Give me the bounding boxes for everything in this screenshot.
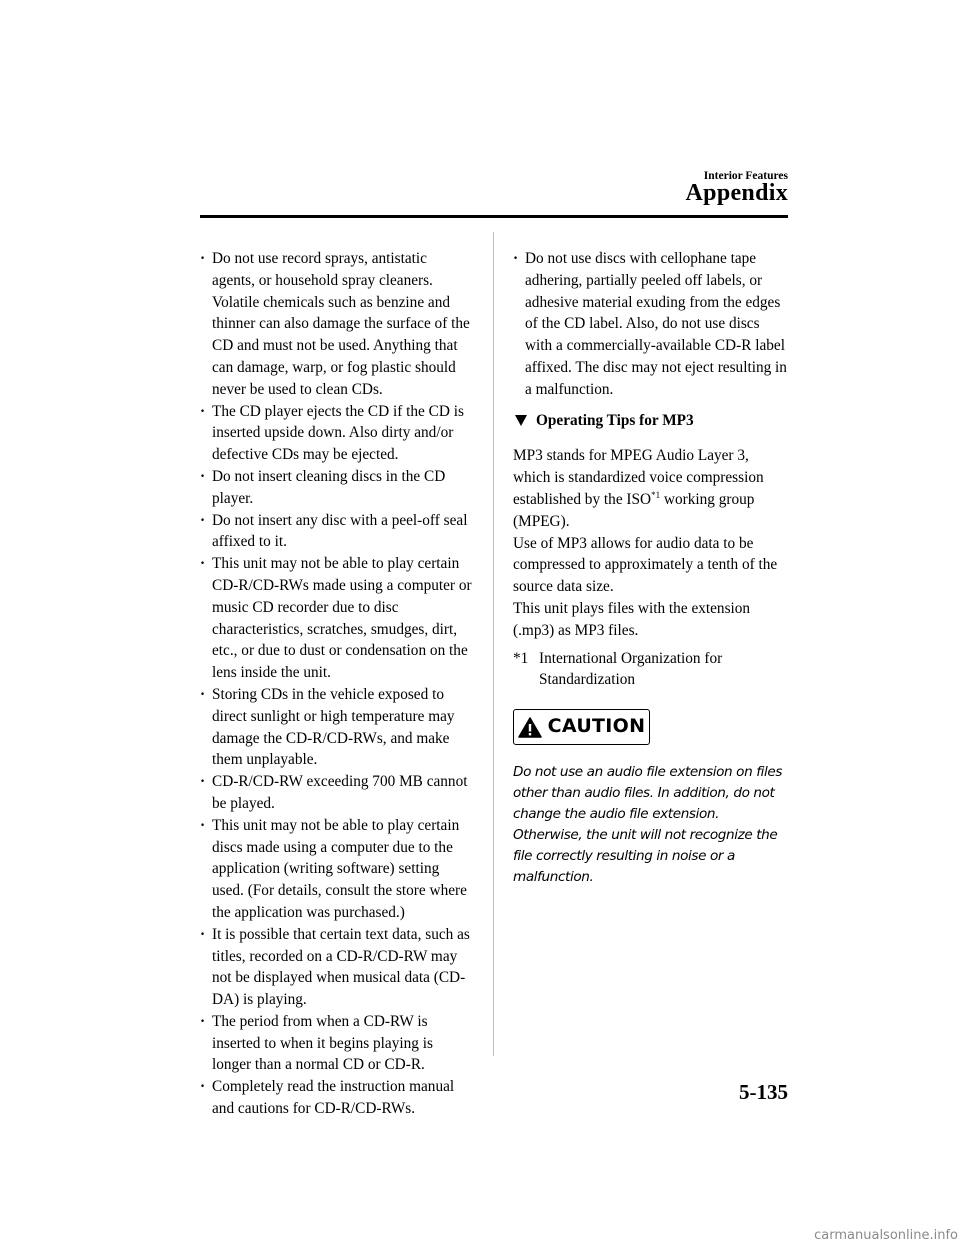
warning-icon [518,717,542,738]
list-item: · Storing CDs in the vehicle exposed to direct sunlight or high temperature may damage the CD-R/CD-RWs, and make them unplayable. [200,684,472,771]
triangle-down-icon [515,415,527,426]
list-item: · This unit may not be able to play certain CD-R/CD-RWs made using a computer or music CD recorder due to disc characteristics, scratches, smudges, dirt, etc., or due to dust or condensation on the lens inside the unit. [200,553,472,684]
right-bullet-list [513,248,788,401]
caution-label: CAUTION [547,715,646,738]
mp3-compression-paragraph: Use of MP3 allows for audio data to be compressed to approximately a tenth of the source data size. [513,534,778,596]
column-divider [493,232,494,1056]
footnote-text: International Organization for Standardization [539,649,723,689]
mp3-definition-paragraph [513,445,788,532]
mp3-extension-paragraph: This unit plays files with the extension (.mp3) as MP3 files. [513,599,751,639]
footnote-reference: *1 [651,489,661,500]
left-bullet-list [200,248,472,1120]
mp3-subheading [513,410,788,432]
list-item: · The period from when a CD-RW is inserted to when it begins playing is longer than a normal CD or CD-R. [200,1011,472,1076]
list-item: · The CD player ejects the CD if the CD is inserted upside down. Also dirty and/or defective CDs may be ejected. [200,401,472,466]
para1-text: MP3 stands for MPEG Audio Layer 3, which is standardized voice compression established by the ISO [513,447,764,508]
list-item: · It is possible that certain text data, such as titles, recorded on a CD-R/CD-RW may not be displayed when musical data (CD-DA) is playing. [200,924,472,1011]
page-number: 5-135 [739,1080,788,1104]
watermark: carmanualsonline.info [814,1228,958,1243]
caution-box [513,709,650,745]
right-column [513,248,788,888]
list-item: · Completely read the instruction manual and cautions for CD-R/CD-RWs. [200,1076,472,1120]
para1-text-end: working group (MPEG). [513,490,755,530]
list-item: · Do not use record sprays, antistatic agents, or household spray cleaners. Volatile chemicals such as benzine and thinner can also damage the surface of the CD and must not be used. Anything that can damage, warp, or fog plastic should never be used to clean CDs. [200,248,472,401]
footnote-mark: *1 [513,649,529,667]
list-item: · Do not insert cleaning discs in the CD player. [200,466,472,510]
page-title: Appendix [685,180,788,206]
footnote [513,648,788,692]
left-column [200,248,472,1120]
list-item: · Do not use discs with cellophane tape adhering, partially peeled off labels, or adhesive material exuding from the edges of the CD label. Also, do not use discs with a commercially-available CD-R label affixed. The disc may not eject resulting in a malfunction. [513,248,788,401]
subheading-text: Operating Tips for MP3 [536,411,694,429]
list-item: · Do not insert any disc with a peel-off seal affixed to it. [200,510,472,554]
header-section-label: Interior Features [703,170,788,182]
caution-text: Do not use an audio file extension on files other than audio files. In addition, do not change the audio file extension. Otherwise, the unit will not recognize the file correctly resulting in noise or a malfunction. [513,764,783,886]
header-rule [200,215,788,218]
list-item: · This unit may not be able to play certain discs made using a computer due to the application (writing software) setting used. (For details, consult the store where the application was purchased.) [200,815,472,924]
list-item: · CD-R/CD-RW exceeding 700 MB cannot be played. [200,771,472,815]
